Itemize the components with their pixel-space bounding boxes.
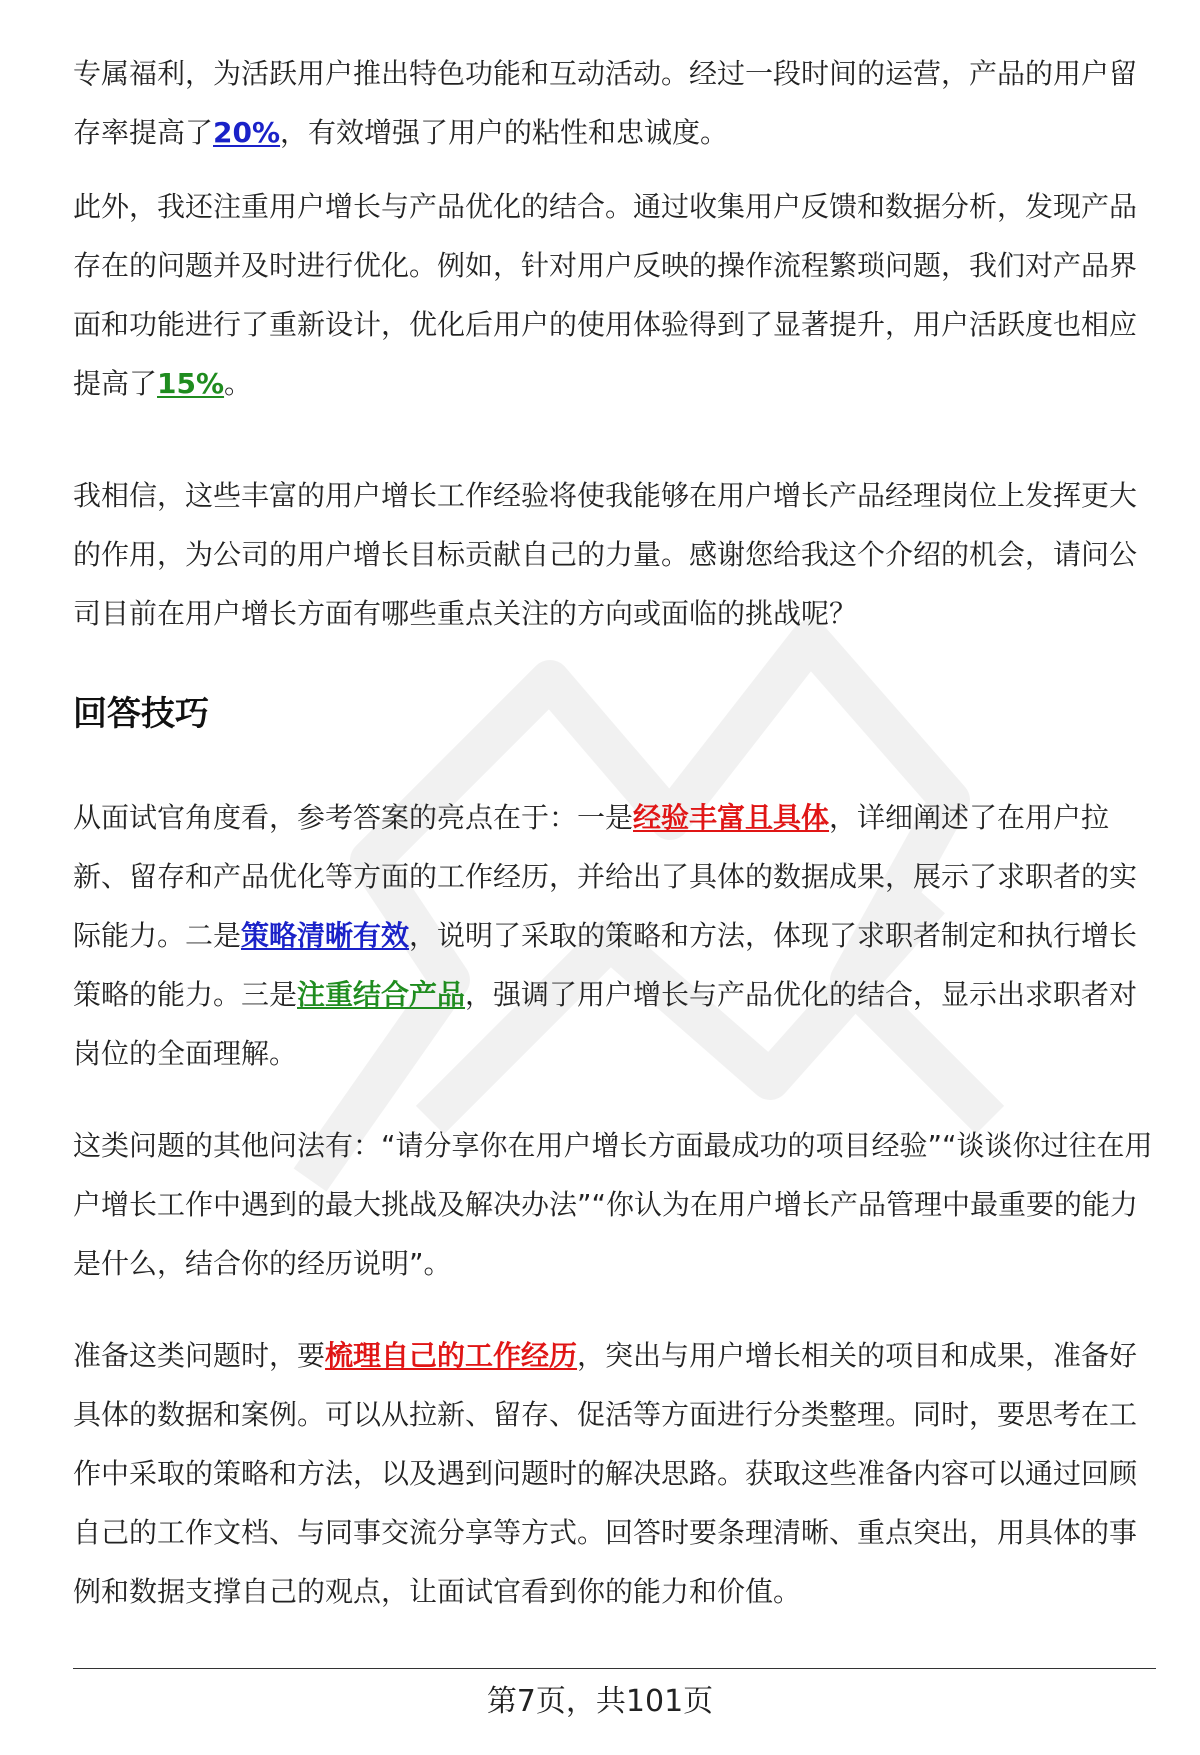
paragraph-optimization	[73, 177, 1153, 413]
paragraph-other-questions: 这类问题的其他问法有：“请分享你在用户增长方面最成功的项目经验”“谈谈你过往在用户增长工作中遇到的最大挑战及解决办法”“你认为在用户增长产品管理中最重要的能力是什么，结合你的经历说明”。	[73, 1129, 1153, 1280]
paragraph-retention	[73, 44, 1153, 162]
section-heading: 回答技巧	[73, 694, 209, 734]
paragraph-text: ，有效增强了用户的粘性和忠诚度。	[280, 116, 729, 149]
paragraph-text: ，强调了用户增长与产品优化的结合，显示出求职者对岗位的全面理解。	[73, 978, 1138, 1070]
paragraph-text: ，说明了采取的策略和方法，体现了求职者制定和执行增长策略的能力。三是	[73, 919, 1138, 1011]
paragraph-text: 专属福利，为活跃用户推出特色功能和互动活动。经过一段时间的运营，产品的用户留存率提高了	[73, 57, 1138, 149]
highlight-strategy: 策略清晰有效	[241, 919, 410, 952]
footer-divider	[73, 1668, 1156, 1669]
paragraph-text: 准备这类问题时，要	[73, 1339, 326, 1372]
paragraph-text: 从面试官角度看，参考答案的亮点在于：一是	[73, 801, 634, 834]
paragraph-closing: 我相信，这些丰富的用户增长工作经验将使我能够在用户增长产品经理岗位上发挥更大的作用，为公司的用户增长目标贡献自己的力量。感谢您给我这个介绍的机会，请问公司目前在用户增长方面有哪些重点关注的方向或面临的挑战呢？	[73, 479, 1138, 630]
highlight-activity-rate: 15%	[157, 367, 225, 400]
paragraph-text: 。	[224, 367, 253, 400]
paragraph-text: 此外，我还注重用户增长与产品优化的结合。通过收集用户反馈和数据分析，发现产品存在的问题并及时进行优化。例如，针对用户反映的操作流程繁琐问题，我们对产品界面和功能进行了重新设计，优化后用户的使用体验得到了显著提升，用户活跃度也相应提高了	[73, 190, 1138, 400]
paragraph-text: ，详细阐述了在用户拉新、留存和产品优化等方面的工作经历，并给出了具体的数据成果，展示了求职者的实际能力。二是	[73, 801, 1138, 952]
highlight-experience: 经验丰富且具体	[633, 801, 830, 834]
paragraph-interviewer-view	[73, 788, 1153, 1083]
paragraph-text: ，突出与用户增长相关的项目和成果，准备好具体的数据和案例。可以从拉新、留存、促活等方面进行分类整理。同时，要思考在工作中采取的策略和方法，以及遇到问题时的解决思路。获取这些准备内容可以通过回顾自己的工作文档、与同事交流分享等方式。回答时要条理清晰、重点突出，用具体的事例和数据支撑自己的观点，让面试官看到你的能力和价值。	[73, 1339, 1138, 1608]
paragraph-preparation	[73, 1326, 1153, 1621]
page-number: 第7页，共101页	[486, 1684, 714, 1719]
highlight-work-history: 梳理自己的工作经历	[325, 1339, 578, 1372]
highlight-retention-rate: 20%	[213, 116, 281, 149]
highlight-product: 注重结合产品	[297, 978, 466, 1011]
